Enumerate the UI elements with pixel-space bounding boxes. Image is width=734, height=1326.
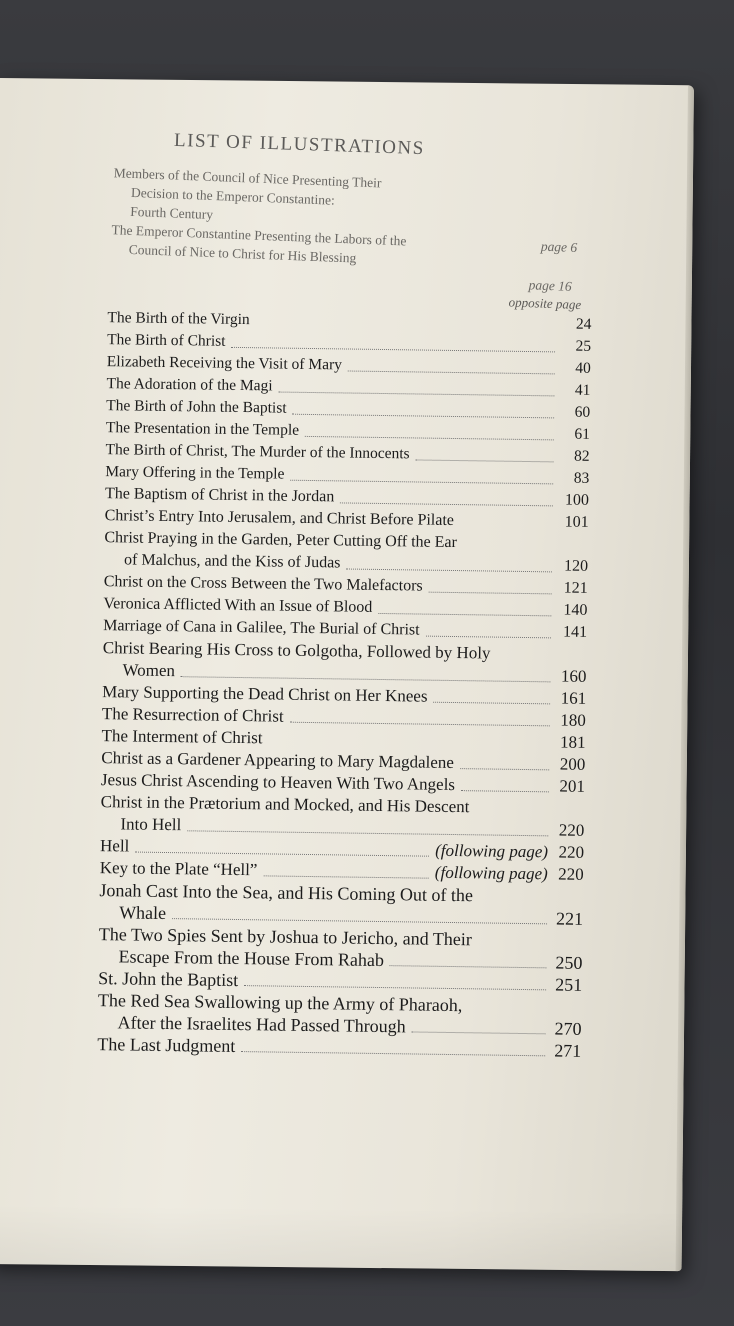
entry-page: 120: [563, 557, 589, 575]
entry-title: The Birth of the Virgin: [107, 309, 250, 329]
entry-title-line: The Two Spies Sent by Joshua to Jericho, and Their: [98, 924, 472, 950]
entry-page: 250: [555, 952, 583, 973]
entry-title: Christ on the Cross Between the Two Malefactors: [103, 573, 423, 595]
entry-page: 100: [564, 491, 590, 509]
entry-title-line: of Malchus, and the Kiss of Judas: [123, 551, 341, 572]
entry-page: 61: [574, 425, 590, 443]
page-edge: [676, 85, 694, 1271]
entry-page: 271: [554, 1040, 582, 1061]
entry-page: 220: [558, 820, 585, 840]
list-item-multiline: [97, 989, 582, 1040]
entry-title-line: Women: [122, 660, 176, 681]
book-page: [0, 78, 694, 1271]
front-page-number: page 6: [540, 238, 578, 256]
entry-page: 181: [559, 732, 586, 752]
entry-title: Marriage of Cana in Galilee, The Burial of Christ: [103, 617, 420, 639]
front-page-number: page 16: [528, 277, 573, 294]
entry-title-line: Escape From the House From Rahab: [118, 946, 385, 971]
entry-page: 41: [574, 381, 591, 399]
list-item-multiline: [104, 527, 589, 578]
entry-title: The Resurrection of Christ: [101, 704, 284, 726]
entry-title: Hell: [99, 836, 130, 856]
entry-title-line: The Red Sea Swallowing up the Army of Pharaoh,: [97, 990, 463, 1016]
entry-title-line: Whale: [119, 902, 167, 924]
entry-page: 160: [560, 666, 587, 686]
entry-title-line: Christ in the Prætorium and Mocked, and His Descent: [100, 792, 470, 817]
entry-title-line: Christ Praying in the Garden, Peter Cutting Off the Ear: [104, 529, 458, 552]
entry-title: The Adoration of the Magi: [106, 375, 273, 395]
entry-title: Key to the Plate “Hell”: [99, 858, 258, 880]
opposite-page-label: opposite page: [508, 294, 582, 313]
entry-page: 251: [555, 974, 583, 995]
list-item-multiline: [102, 637, 587, 688]
page-shadow: [0, 1204, 682, 1271]
entry-note: (following page): [435, 840, 549, 862]
entry-page: 161: [560, 688, 587, 708]
entry-page: 40: [575, 359, 591, 377]
list-item-multiline: [100, 791, 585, 842]
entry-page: 24: [575, 315, 592, 333]
front-item-line: Decision to the Emperor Constantine:: [130, 184, 336, 208]
entry-title-line: Christ Bearing His Cross to Golgotha, Followed by Holy: [102, 638, 491, 663]
entry-title: The Last Judgment: [97, 1034, 236, 1056]
list-item-multiline: [98, 923, 583, 974]
entry-title: Veronica Afflicted With an Issue of Blood: [103, 595, 373, 616]
entry-page: 220: [558, 842, 585, 862]
entry-page: 220: [558, 864, 584, 884]
entry-title: The Baptism of Christ in the Jordan: [104, 485, 335, 506]
entry-page: 270: [554, 1018, 582, 1039]
front-item-line: Fourth Century: [129, 203, 214, 223]
entry-title-line: After the Israelites Had Passed Through: [117, 1012, 406, 1037]
entry-page: 200: [559, 754, 586, 774]
front-item-line: Members of the Council of Nice Presenting Their: [113, 165, 382, 191]
entry-note: (following page): [434, 862, 548, 884]
entry-page: 221: [555, 908, 584, 929]
entry-page: 101: [564, 513, 589, 531]
entry-page: 121: [563, 579, 588, 597]
entry-title: Christ’s Entry Into Jerusalem, and Christ Before Pilate: [104, 507, 455, 529]
entry-page: 83: [573, 469, 590, 487]
entry-title: The Birth of Christ, The Murder of the Innocents: [105, 441, 410, 463]
entry-page: 201: [559, 776, 586, 796]
entry-title: The Presentation in the Temple: [105, 419, 300, 439]
entry-page: 141: [562, 623, 588, 641]
entry-page: 60: [574, 403, 591, 421]
list-item-multiline: [99, 879, 584, 930]
entry-page: 180: [560, 710, 587, 730]
entry-title: Jesus Christ Ascending to Heaven With Two Angels: [100, 770, 456, 795]
front-item-line: Council of Nice to Christ for His Blessing: [128, 241, 357, 266]
entry-title-line: Into Hell: [120, 814, 182, 835]
entry-page: 25: [575, 337, 592, 355]
entry-title: St. John the Baptist: [98, 968, 239, 991]
entry-title: Elizabeth Receiving the Visit of Mary: [106, 353, 343, 374]
entry-title: The Interment of Christ: [101, 726, 263, 748]
entry-title-line: Jonah Cast Into the Sea, and His Coming Out of the: [99, 880, 474, 906]
illustrations-list: [97, 307, 591, 1062]
front-illustrations: [110, 163, 583, 294]
entry-title: The Birth of John the Baptist: [106, 397, 287, 417]
front-item-line: The Emperor Constantine Presenting the Labors of the: [111, 222, 407, 249]
page-title: LIST OF ILLUSTRATIONS: [173, 129, 426, 160]
entry-page: 140: [563, 601, 588, 619]
entry-title: Mary Supporting the Dead Christ on Her Knees: [102, 682, 428, 706]
entry-title: Mary Offering in the Temple: [105, 463, 285, 483]
entry-page: 82: [573, 447, 590, 465]
entry-title: Christ as a Gardener Appearing to Mary Magdalene: [101, 748, 455, 773]
entry-title: The Birth of Christ: [107, 331, 226, 350]
